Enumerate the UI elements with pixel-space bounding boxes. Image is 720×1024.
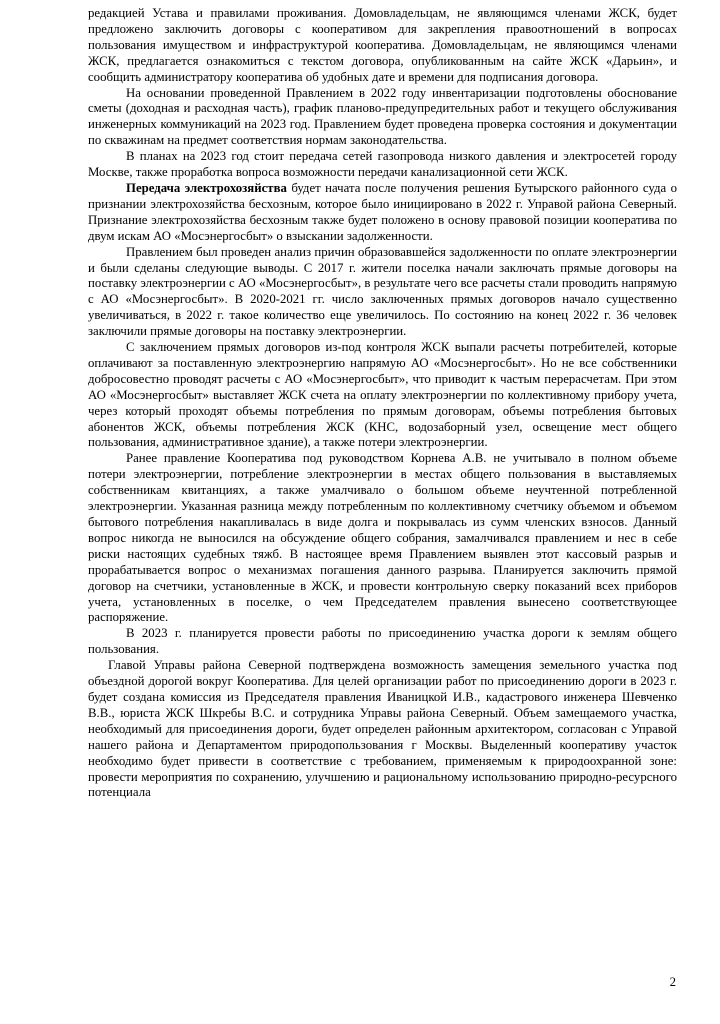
paragraph-5: Правлением был проведен анализ причин образовавшейся задолженности по оплате электроэнергии и были сделаны следующие выводы. С 2017 г. жители поселка начали заключать прямые договоры на поставку электроэнергии с АО «Мосэнергосбыт», в результате чего все расчеты стали проводить напрямую с АО «Мосэнергосбыт». В 2020-2021 гг. число заключенных прямых договоров начало существенно увеличиваться, в 2022 г. такое количество еще увеличилось. По состоянию на конец 2022 г. 36 человек заключили прямые договоры на поставку электроэнергии. — [88, 244, 677, 339]
page-number: 2 — [669, 975, 676, 989]
paragraph-3: В планах на 2023 год стоит передача сетей газопровода низкого давления и электросетей городу Москве, также проработка вопроса возможности передачи канализационной сети ЖСК. — [88, 149, 677, 180]
paragraph-1: редакцией Устава и правилами проживания. Домовладельцам, не являющимся членами ЖСК, будет предложено заключить договоры с кооперативом для закрепления правоотношений в вопросах пользования имуществом и инфраструктурой кооператива. Домовладельцам, не являющимся членами ЖСК, предлагается ознакомиться с текстом договора, опубликованным на сайте ЖСК «Дарьин», и сообщить администратору кооператива об удобных дате и времени для подписания договора. — [88, 6, 677, 84]
paragraph-7: Ранее правление Кооператива под руководством Корнева А.В. не учитывало в полном объеме потери электроэнергии, потребление электроэнергии в местах общего пользования в выставляемых собственникам квитанциях, а также умалчивало о большом объеме неучтенной потребленной электроэнергии. Указанная разница между потребленным по коллективному счетчику объемом и объемом бытового потребления накапливалась в виде долга и покрывалась из сумм членских взносов. Данный вопрос никогда не выносился на обсуждение общего собрания, замалчивался правлением и нес в себе риски настоящих судебных тяжб. В настоящее время Правлением выявлен этот кассовый разрыв и прорабатывается вопрос о механизмах погашения данного разрыва. Планируется заключить прямой договор на счетчики, установленные в ЖСК, и провести контрольную сверку показаний всех приборов учета, установленных в поселке, о чем Председателем правления вынесено соответствующее распоряжение. — [88, 451, 677, 625]
paragraph-8: В 2023 г. планируется провести работы по присоединению участка дороги к землям общего пользования. — [88, 626, 677, 657]
paragraph-4: Передача электрохозяйства будет начата после получения решения Бутырского районного суда о признании электрохозяйства бесхозным, которое было инициировано в 2022 г. Управой района Северный. Признание электрохозяйства бесхозным также будет положено в основу правовой позиции кооператива по двум искам АО «Мосэнергосбыт» о взыскании задолженности. — [88, 180, 677, 243]
paragraph-6: С заключением прямых договоров из-под контроля ЖСК выпали расчеты потребителей, которые оплачивают за поставленную электроэнергию напрямую АО «Мосэнергосбыт». Но не все собственники добросовестно проводят расчеты с АО «Мосэнергосбыт», что приводит к частым перерасчетам. При этом АО «Мосэнергосбыт» выставляет ЖСК счета на оплату электроэнергии по коллективному прибору учета, через который проходят объемы потребления по прямым договорам, объемы потребления бытовых абонентов ЖСК, объемы потребления ЖСК (КНС, водозаборный узел, освещение мест общего пользования, административное здание), а также потери электроэнергии. — [88, 340, 677, 450]
document-page — [88, 6, 677, 801]
bold-lead: Передача электрохозяйства — [126, 180, 287, 195]
paragraph-2: На основании проведенной Правлением в 2022 году инвентаризации подготовлены обоснование сметы (доходная и расходная часть), график планово-предупредительных работ и текущего обслуживания инженерных коммуникаций на 2023 год. Правлением будет проведена проверка состояния и документации по скважинам на предмет соответствия нормам законодательства. — [88, 85, 677, 148]
paragraph-9: Главой Управы района Северной подтверждена возможность замещения земельного участка под объездной дорогой вокруг Кооператива. Для целей организации работ по присоединению дороги в 2023 г. будет создана комиссия из Председателя правления Иваницкой И.В., кадастрового инженера Шевченко В.В., юриста ЖСК Шкребы В.С. и сотрудника Управы района Северный. Объем замещаемого участка, необходимый для присоединения дороги, будет определен районным архитектором, согласован с Управой нашего района и Департаментом природопользования г Москвы. Выделенный кооперативу участок необходимо будет привести в соответствие с требованием, применяемым к природоохранной зоне: провести мероприятия по сохранению, улучшению и рациональному использованию природно-ресурсного потенциала — [88, 658, 677, 800]
